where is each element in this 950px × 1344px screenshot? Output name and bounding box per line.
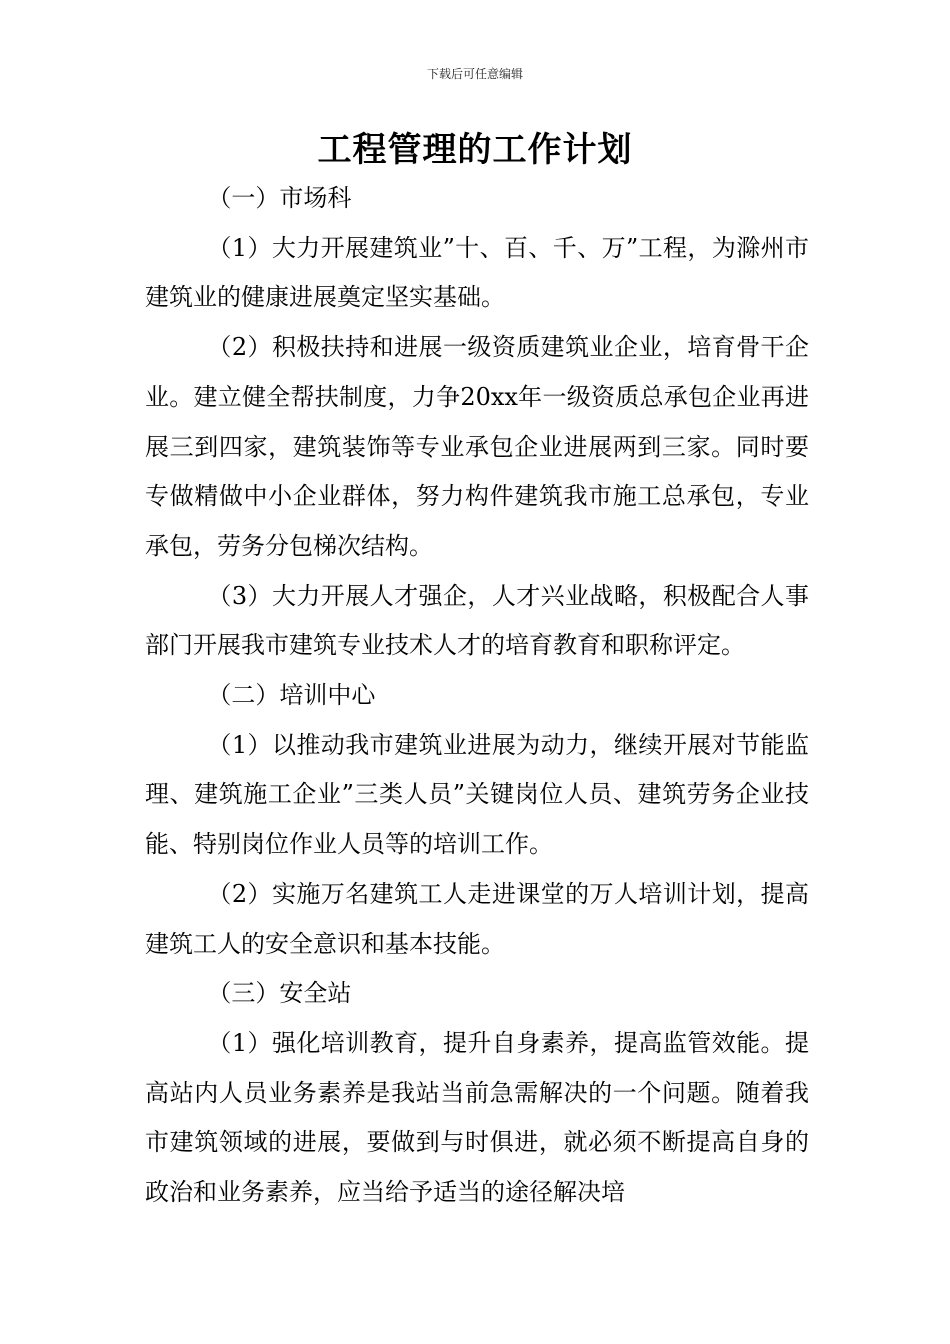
paragraph: （1）以推动我市建筑业进展为动力，继续开展对节能监理、建筑施工企业”三类人员”关键岗位人员、建筑劳务企业技能、特别岗位作业人员等的培训工作。	[145, 730, 809, 859]
paragraph: （2）实施万名建筑工人走进课堂的万人培训计划，提高建筑工人的安全意识和基本技能。	[145, 879, 809, 958]
paragraph: （1）大力开展建筑业”十、百、千、万”工程，为滁州市建筑业的健康进展奠定坚实基础。	[145, 233, 809, 312]
document-body	[145, 174, 809, 1218]
section-heading-market: （一）市场科	[207, 184, 352, 212]
paragraph: （2）积极扶持和进展一级资质建筑业企业，培育骨干企业。建立健全帮扶制度，力争20xx年一级资质总承包企业再进展三到四家，建筑装饰等专业承包企业进展两到三家。同时要专做精做中小企业群体，努力构件建筑我市施工总承包，专业承包，劳务分包梯次结构。	[145, 333, 809, 560]
header-note: 下载后可任意编辑	[426, 67, 523, 81]
paragraph: （1）强化培训教育，提升自身素养，提高监管效能。提高站内人员业务素养是我站当前急需解决的一个问题。随着我市建筑领域的进展，要做到与时俱进，就必须不断提高自身的政治和业务素养，应当给予适当的途径解决培	[145, 1028, 809, 1207]
paragraph: （3）大力开展人才强企，人才兴业战略，积极配合人事部门开展我市建筑专业技术人才的培育教育和职称评定。	[145, 581, 809, 660]
document-title: 工程管理的工作计划	[317, 130, 633, 170]
section-heading-safety: （三）安全站	[207, 979, 352, 1008]
section-heading-training: （二）培训中心	[207, 681, 376, 710]
